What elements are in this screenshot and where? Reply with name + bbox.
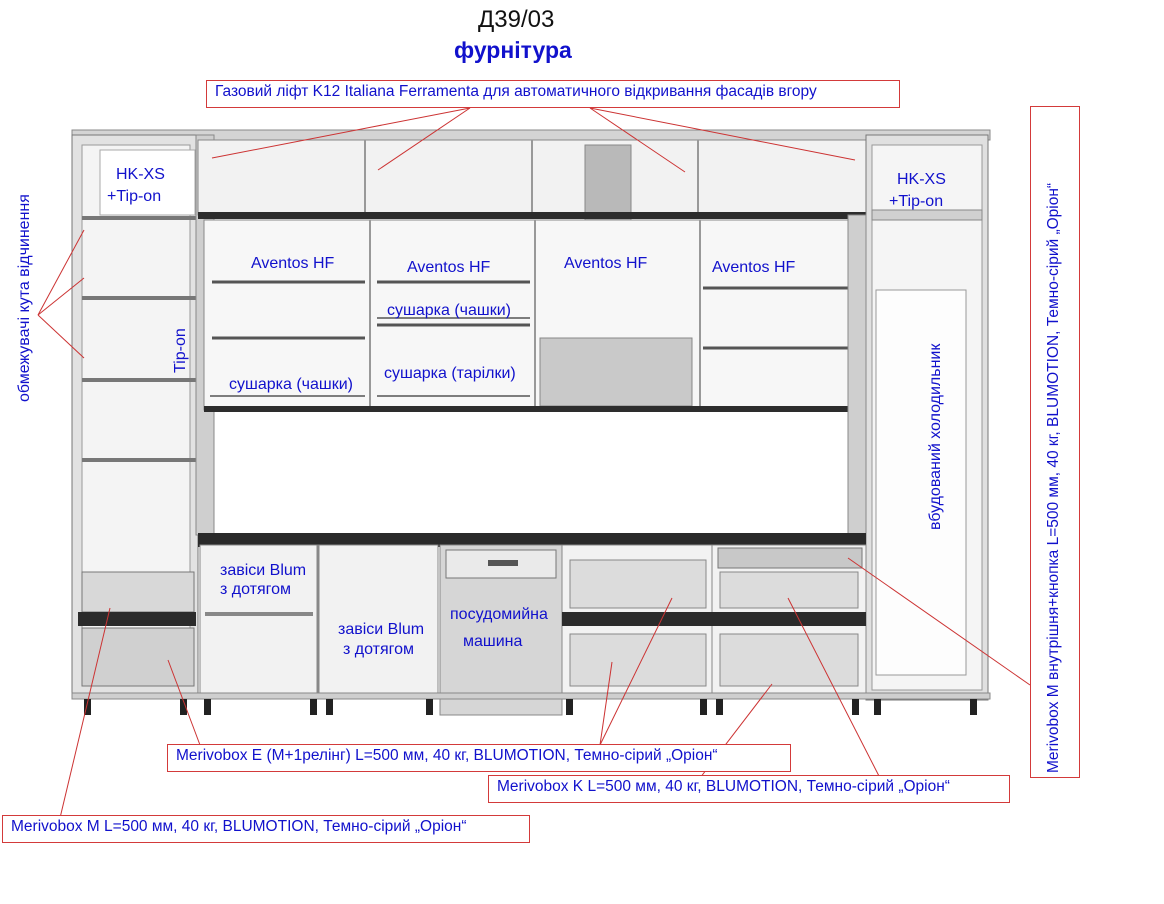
label-hinges-1-line2: з дотягом [220,581,292,598]
label-dishwasher-line1: посудомийна [450,606,548,623]
label-hk-xs-right: HK-XS [897,171,946,188]
label-tip-on-right: +Tip-on [889,193,944,210]
callout-gas-lift: Газовий ліфт K12 Italiana Ferramenta для автоматичного відкривання фасадів вгору [206,80,900,108]
drawing-code: Д39/03 [478,6,555,33]
label-tip-on-left: +Tip-on [107,188,162,205]
callout-merivobox-m: Merivobox M L=500 мм, 40 кг, BLUMOTION, Темно-сірий „Оріон“ [2,815,530,843]
page-title: фурнітура [454,37,572,63]
label-aventos-4: Aventos HF [712,259,796,276]
hood [540,338,692,406]
label-aventos-3: Aventos HF [564,255,648,272]
label-aventos-1: Aventos HF [251,255,335,272]
label-dryer-cups-lower: сушарка (чашки) [229,376,353,393]
label-dryer-cups-upper: сушарка (чашки) [387,302,511,319]
callout-merivobox-e: Merivobox E (M+1релінг) L=500 мм, 40 кг, BLUMOTION, Темно-сірий „Оріон“ [167,744,791,772]
label-dryer-plates: сушарка (тарілки) [384,365,516,382]
label-tip-on-vertical: Tip-on [172,328,189,373]
callout-merivobox-m-inner: Merivobox M внутрішня+кнопка L=500 мм, 40 кг, BLUMOTION, Темно-сірий „Оріон“ [1045,182,1062,773]
callout-merivobox-k: Merivobox K L=500 мм, 40 кг, BLUMOTION, Темно-сірий „Оріон“ [488,775,1010,803]
label-hinges-1-line1: завіси Blum [220,562,307,579]
label-angle-limiters: обмежувачі кута відчинення [16,194,33,402]
label-hk-xs-left: HK-XS [116,166,165,183]
label-hinges-2-line1: завіси Blum [338,621,425,638]
label-fridge: вбудований холодильник [927,343,944,530]
label-hinges-2-line2: з дотягом [343,641,415,658]
label-dishwasher-line2: машина [463,633,523,650]
fridge-niche [876,290,966,675]
label-aventos-2: Aventos HF [407,259,491,276]
